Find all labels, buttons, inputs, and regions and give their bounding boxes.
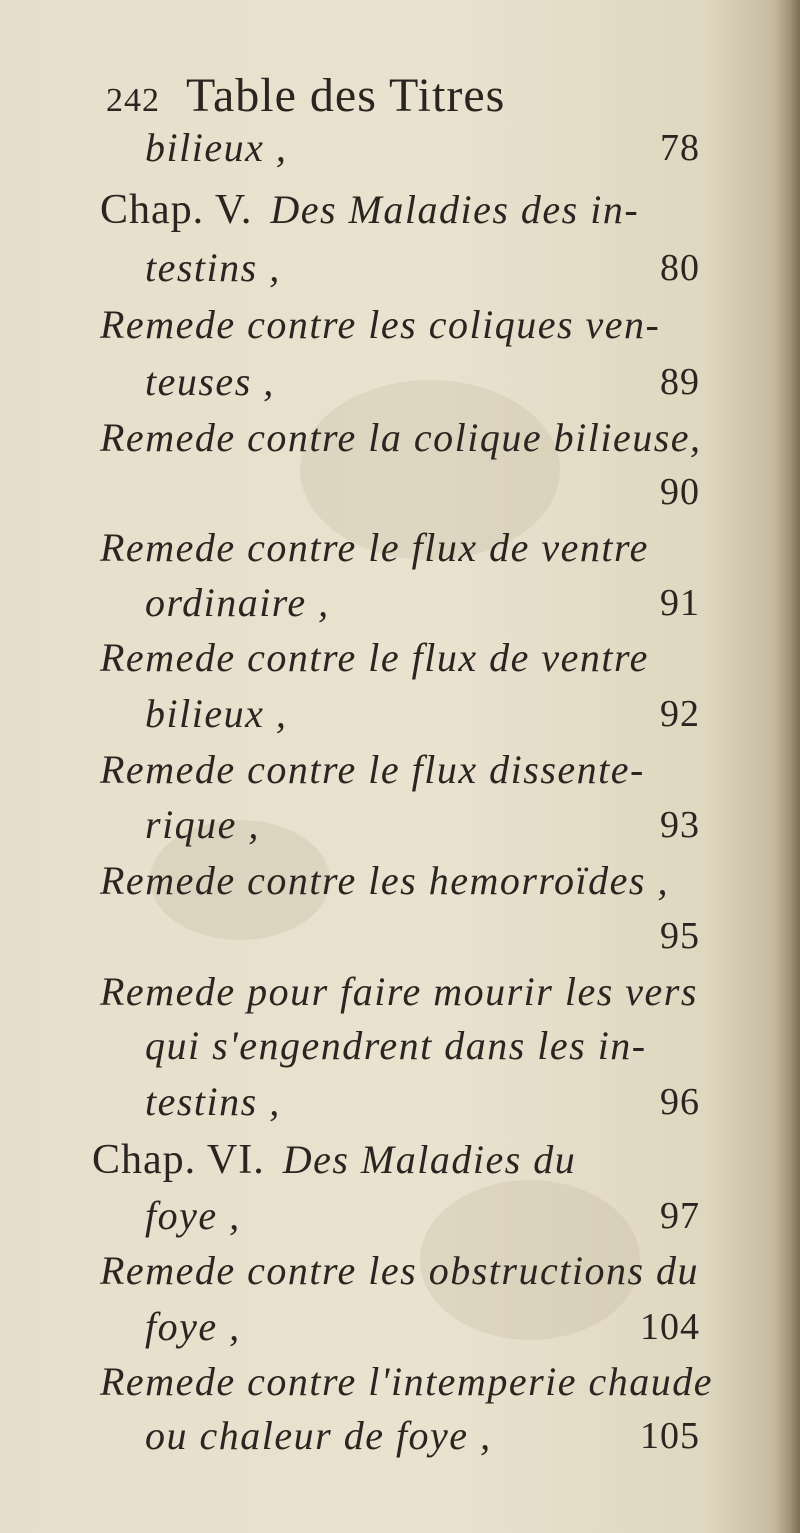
chapter-title: Des Maladies des in- bbox=[270, 187, 640, 232]
entry-text: teuses , bbox=[145, 359, 275, 404]
entry-page: 91 bbox=[660, 582, 700, 624]
chapter-label: Chap. V. bbox=[100, 187, 253, 233]
entry-text: Remede contre les coliques ven- bbox=[100, 302, 661, 347]
entry-page: 80 bbox=[660, 247, 700, 289]
entry-page: 92 bbox=[660, 693, 700, 735]
entry-text: rique , bbox=[145, 802, 260, 847]
page-number: 242 bbox=[106, 82, 160, 119]
entry-page: 93 bbox=[660, 804, 700, 846]
entry-text: Remede contre le flux de ventre bbox=[100, 525, 649, 570]
entry-text: ou chaleur de foye , bbox=[145, 1413, 492, 1458]
running-title: Table des Titres bbox=[186, 69, 506, 122]
chapter-label: Chap. VI. bbox=[92, 1137, 265, 1183]
entry-text: bilieux , bbox=[145, 691, 288, 736]
entry-text: Remede pour faire mourir les vers bbox=[100, 969, 698, 1014]
entry-text: Remede contre la colique bilieuse, bbox=[100, 415, 702, 460]
entry-page: 95 bbox=[660, 915, 700, 957]
entry-page: 90 bbox=[660, 471, 700, 513]
entry-page: 97 bbox=[660, 1195, 700, 1237]
entry-page: 105 bbox=[640, 1415, 700, 1457]
entry-text: Remede contre les obstructions du bbox=[100, 1248, 700, 1293]
entry-text: Remede contre les hemorroïdes , bbox=[100, 858, 669, 903]
entry-text: testins , bbox=[145, 1079, 281, 1124]
entry-text: qui s'engendrent dans les in- bbox=[145, 1023, 647, 1068]
entry-text: foye , bbox=[145, 1304, 241, 1349]
chapter-heading bbox=[92, 1130, 576, 1190]
entry-text: Remede contre le flux dissente- bbox=[100, 747, 645, 792]
chapter-title: Des Maladies du bbox=[282, 1137, 577, 1182]
chapter-heading bbox=[100, 180, 639, 240]
entry-text: foye , bbox=[145, 1193, 241, 1238]
entry-text: ordinaire , bbox=[145, 580, 330, 625]
entry-text: testins , bbox=[145, 245, 281, 290]
entry-text: Remede contre l'intemperie chaude bbox=[100, 1359, 714, 1404]
entry-page: 104 bbox=[640, 1306, 700, 1348]
entry-text: Remede contre le flux de ventre bbox=[100, 635, 649, 680]
entry-page: 78 bbox=[660, 127, 700, 169]
entry-page: 96 bbox=[660, 1081, 700, 1123]
page-edge-shadow bbox=[774, 0, 800, 1533]
entry-page: 89 bbox=[660, 361, 700, 403]
entry-text: bilieux , bbox=[145, 125, 288, 170]
